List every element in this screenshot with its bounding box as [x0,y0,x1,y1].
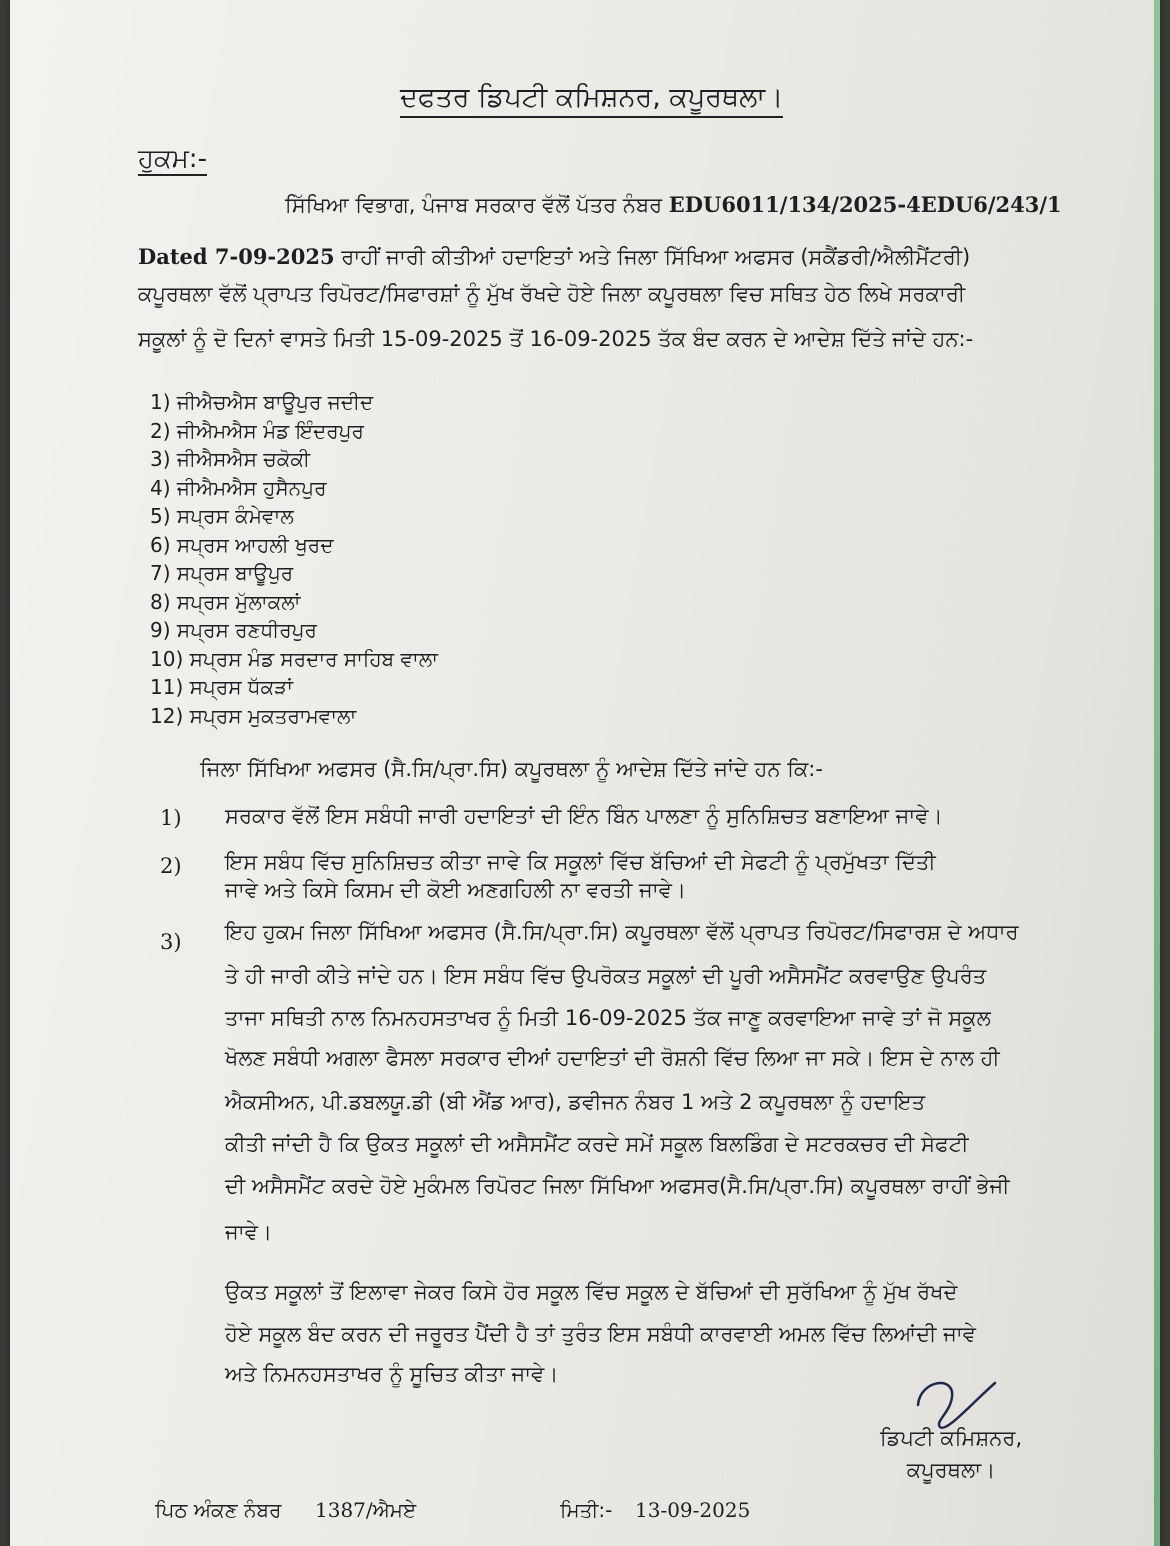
list-item: 7) ਸਪ੍ਰਸ ਬਾਊਪੁਰ [150,561,294,585]
signatory-block [880,1422,1022,1486]
letter-date: Dated 7-09-2025 [138,244,335,269]
directive-intro: ਜਿਲਾ ਸਿੱਖਿਆ ਅਫਸਰ (ਸੈ.ਸਿ/ਪ੍ਰਾ.ਸਿ) ਕਪੂਰਥਲਾ ਨੂੰ ਆਦੇਸ਼ ਦਿੱਤੇ ਜਾਂਦੇ ਹਨ ਕਿ:- [200,757,823,781]
intro-line-2-text: ਰਾਹੀਂ ਜਾਰੀ ਕੀਤੀਆਂ ਹਦਾਇਤਾਂ ਅਤੇ ਜਿਲਾ ਸਿੱਖਿਆ ਅਫਸਰ (ਸਕੈਂਡਰੀ/ਐਲੀਮੈਂਟਰੀ) [334,245,971,269]
point-line: ਤੇ ਹੀ ਜਾਰੀ ਕੀਤੇ ਜਾਂਦੇ ਹਨ। ਇਸ ਸਬੰਧ ਵਿੱਚ ਉਪਰੋਕਤ ਸਕੂਲਾਂ ਦੀ ਪੂਰੀ ਅਸੈਸਮੈਂਟ ਕਰਵਾਉਣ ਉਪਰੰਤ [225,964,987,988]
point-line: ਐਕਸੀਅਨ, ਪੀ.ਡਬਲਯੂ.ਡੀ (ਬੀ ਐਂਡ ਆਰ), ਡਵੀਜਨ ਨੰਬਰ 1 ਅਤੇ 2 ਕਪੂਰਥਲਾ ਨੂੰ ਹਦਾਇਤ [225,1090,926,1114]
footer-date: 13-09-2025 [635,1498,751,1522]
intro-line-4: ਸਕੂਲਾਂ ਨੂੰ ਦੋ ਦਿਨਾਂ ਵਾਸਤੇ ਮਿਤੀ 15-09-2025 ਤੋਂ 16-09-2025 ਤੱਕ ਬੰਦ ਕਰਨ ਦੇ ਆਦੇਸ਼ ਦਿੱਤੇ ਜਾਂਦੇ ਹਨ:- [138,327,974,351]
intro-line-1-text: ਸਿੱਖਿਆ ਵਿਭਾਗ, ਪੰਜਾਬ ਸਰਕਾਰ ਵੱਲੋਂ ਪੱਤਰ ਨੰਬਰ [285,193,669,217]
point-line: ਇਹ ਹੁਕਮ ਜਿਲਾ ਸਿੱਖਿਆ ਅਫਸਰ (ਸੈ.ਸਿ/ਪ੍ਰਾ.ਸਿ) ਕਪੂਰਥਲਾ ਵੱਲੋਂ ਪ੍ਰਾਪਤ ਰਿਪੋਰਟ/ਸਿਫਾਰਸ਼ ਦੇ ਅਧਾਰ [225,920,1019,944]
list-item: 4) ਜੀਐਮਐਸ ਹੁਸੈਨਪੁਰ [150,475,327,500]
list-item: 8) ਸਪ੍ਰਸ ਮੁੱਲਾਕਲਾਂ [150,589,301,614]
closing-line: ਅਤੇ ਨਿਮਨਹਸਤਾਖਰ ਨੂੰ ਸੂਚਿਤ ਕੀਤਾ ਜਾਵੇ। [225,1362,559,1386]
point-line: ਇਸ ਸਬੰਧ ਵਿੱਚ ਸੁਨਿਸ਼ਿਚਤ ਕੀਤਾ ਜਾਵੇ ਕਿ ਸਕੂਲਾਂ ਵਿੱਚ ਬੱਚਿਆਂ ਦੀ ਸੇਫਟੀ ਨੂੰ ਪ੍ਰਮੁੱਖਤਾ ਦਿੱਤੀ [225,850,936,874]
point-line: ਤਾਜਾ ਸਥਿਤੀ ਨਾਲ ਨਿਮਨਹਸਤਾਖਰ ਨੂੰ ਮਿਤੀ 16-09-2025 ਤੱਕ ਜਾਣੂ ਕਰਵਾਇਆ ਜਾਵੇ ਤਾਂ ਜੋ ਸਕੂਲ [225,1006,991,1030]
point-number: 3) [160,930,182,954]
signatory-designation: ਡਿਪਟੀ ਕਮਿਸ਼ਨਰ, [880,1426,1023,1450]
list-item: 10) ਸਪ੍ਰਸ ਮੰਡ ਸਰਦਾਰ ਸਾਹਿਬ ਵਾਲਾ [150,646,438,671]
footer-date-label: ਮਿਤੀ:- [560,1498,613,1522]
letter-number: EDU6011/134/2025-4EDU6/243/1 [668,192,1062,217]
endorsement-number: 1387/ਐਮਏ [315,1498,417,1522]
intro-line-3: ਕਪੂਰਥਲਾ ਵੱਲੋਂ ਪ੍ਰਾਪਤ ਰਿਪੋਰਟ/ਸਿਫਾਰਸ਼ਾਂ ਨੂੰ ਮੁੱਖ ਰੱਖਦੇ ਹੋਏ ਜਿਲਾ ਕਪੂਰਥਲਾ ਵਿਚ ਸਥਿਤ ਹੇਠ ਲਿਖੇ ਸਰਕਾਰੀ [138,282,966,306]
intro-line-1 [285,190,1062,220]
point-line: ਸਰਕਾਰ ਵੱਲੋਂ ਇਸ ਸਬੰਧੀ ਜਾਰੀ ਹਦਾਇਤਾਂ ਦੀ ਇੰਨ ਬਿੰਨ ਪਾਲਣਾ ਨੂੰ ਸੁਨਿਸ਼ਿਚਤ ਬਣਾਇਆ ਜਾਵੇ। [225,804,943,828]
list-item: 5) ਸਪ੍ਰਸ ਕੰਮੇਵਾਲ [150,504,294,528]
list-item: 6) ਸਪ੍ਰਸ ਆਹਲੀ ਖੁਰਦ [150,532,334,557]
point-number: 1) [160,806,182,830]
point-line: ਕੀਤੀ ਜਾਂਦੀ ਹੈ ਕਿ ਉਕਤ ਸਕੂਲਾਂ ਦੀ ਅਸੈਸਮੈਂਟ ਕਰਦੇ ਸਮੇਂ ਸਕੂਲ ਬਿਲਡਿੰਗ ਦੇ ਸਟਰਕਚਰ ਦੀ ਸੇਫਟੀ [225,1132,969,1156]
page-edge-strip [1154,0,1160,1546]
list-item: 11) ਸਪ੍ਰਸ ਧੱਕੜਾਂ [150,675,293,699]
list-item: 2) ਜੀਐਮਐਸ ਮੰਡ ਇੰਦਰਪੁਰ [150,418,364,443]
point-line: ਖੋਲਣ ਸਬੰਧੀ ਅਗਲਾ ਫੈਸਲਾ ਸਰਕਾਰ ਦੀਆਂ ਹਦਾਇਤਾਂ ਦੀ ਰੋਸ਼ਨੀ ਵਿੱਚ ਲਿਆ ਜਾ ਸਕੇ। ਇਸ ਦੇ ਨਾਲ ਹੀ [225,1046,1000,1070]
point-line: ਜਾਵੇ। [225,1220,273,1244]
list-item: 9) ਸਪ੍ਰਸ ਰਣਧੀਰਪੁਰ [150,618,317,642]
list-item: 3) ਜੀਐਸਐਸ ਚਕੋਕੀ [150,447,311,471]
order-label [138,144,207,175]
list-item: 12) ਸਪ੍ਰਸ ਮੁਕਤਰਾਮਵਾਲਾ [150,703,357,728]
closing-line: ਹੋਏ ਸਕੂਲ ਬੰਦ ਕਰਨ ਦੀ ਜਰੂਰਤ ਪੈਂਦੀ ਹੈ ਤਾਂ ਤੁਰੰਤ ਇਸ ਸਬੰਧੀ ਕਾਰਵਾਈ ਅਮਲ ਵਿੱਚ ਲਿਆਂਦੀ ਜਾਵੇ [225,1322,976,1346]
document-page [10,0,1160,1546]
closing-line: ਉਕਤ ਸਕੂਲਾਂ ਤੋਂ ਇਲਾਵਾ ਜੇਕਰ ਕਿਸੇ ਹੋਰ ਸਕੂਲ ਵਿੱਚ ਸਕੂਲ ਦੇ ਬੱਚਿਆਂ ਦੀ ਸੁਰੱਖਿਆ ਨੂੰ ਮੁੱਖ ਰੱਖਦੇ [225,1280,958,1304]
school-list [150,388,438,730]
endorsement-label: ਪਿਠ ਅੰਕਣ ਨੰਬਰ [155,1498,282,1522]
point-line: ਜਾਵੇ ਅਤੇ ਕਿਸੇ ਕਿਸਮ ਦੀ ਕੋਈ ਅਣਗਹਿਲੀ ਨਾ ਵਰਤੀ ਜਾਵੇ। [225,878,687,902]
point-line: ਦੀ ਅਸੈਸਮੈਂਟ ਕਰਦੇ ਹੋਏ ਮੁਕੰਮਲ ਰਿਪੋਰਟ ਜਿਲਾ ਸਿੱਖਿਆ ਅਫਸਰ(ਸੈ.ਸਿ/ਪ੍ਰਾ.ਸਿ) ਕਪੂਰਥਲਾ ਰਾਹੀਂ ਭੇਜੀ [225,1174,1010,1198]
intro-line-2 [138,242,970,272]
point-number: 2) [160,854,182,878]
office-title: ਦਫਤਰ ਡਿਪਟੀ ਕਮਿਸ਼ਨਰ, ਕਪੂਰਥਲਾ। [400,82,783,118]
order-label-text: ਹੁਕਮ:- [138,144,207,174]
list-item: 1) ਜੀਐਚਐਸ ਬਾਊਪੁਰ ਜਦੀਦ [150,390,374,414]
signatory-place: ਕਪੂਰਥਲਾ। [906,1458,996,1482]
